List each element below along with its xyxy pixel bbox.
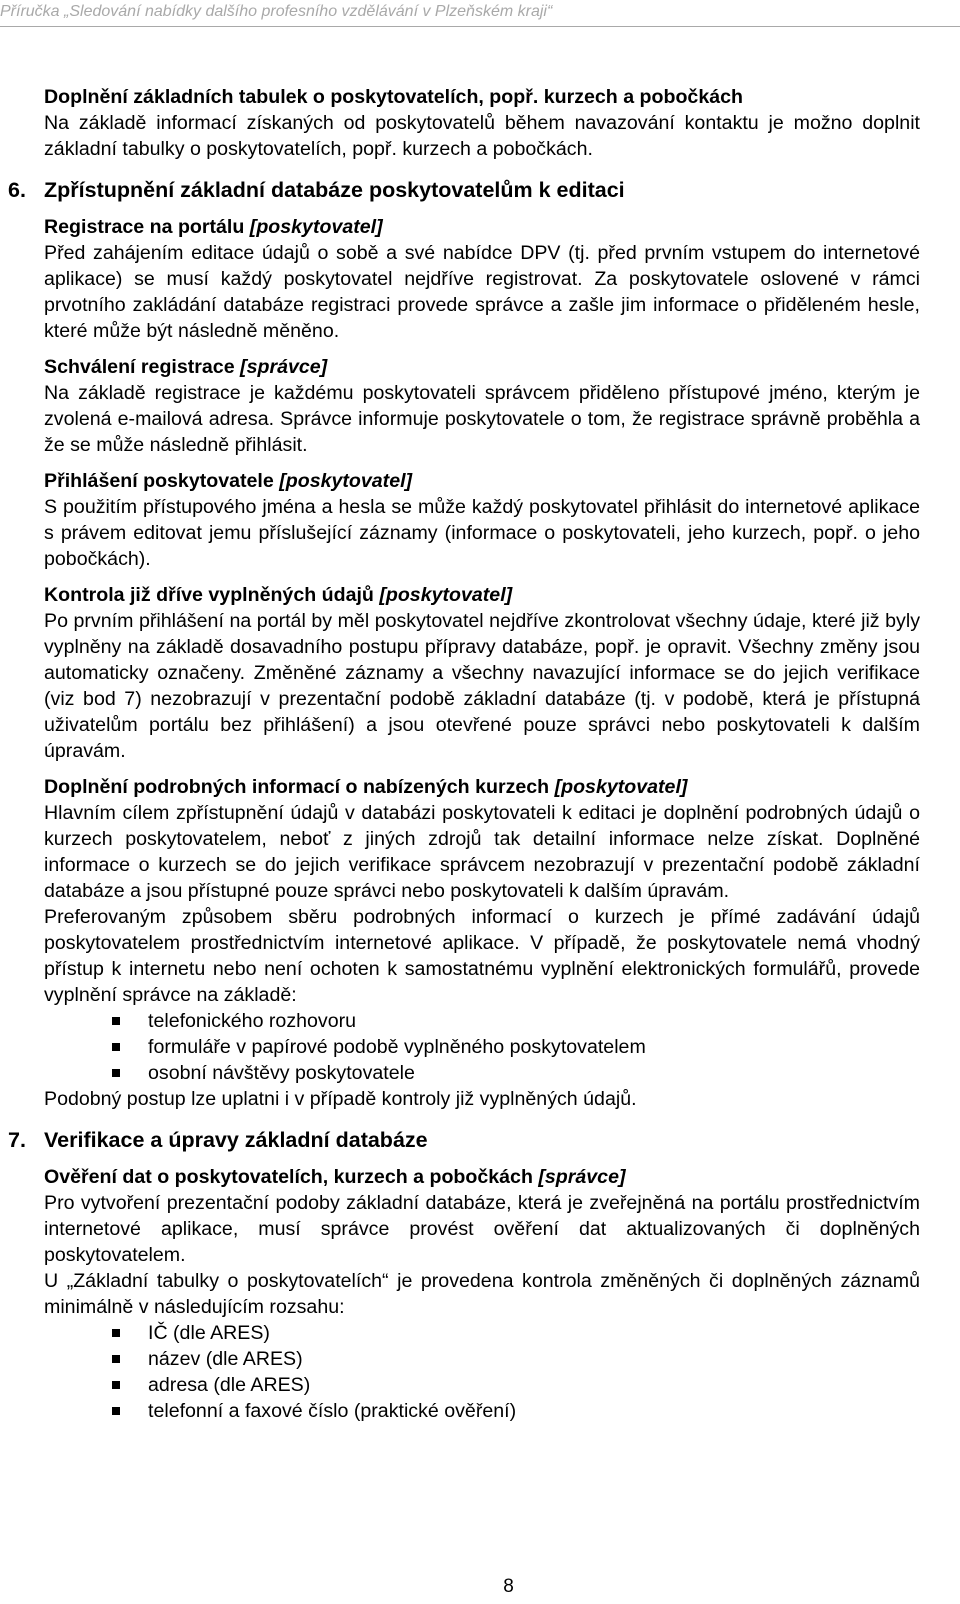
- block-approval: [44, 354, 920, 458]
- list-item: telefonní a faxové číslo (praktické ověření): [44, 1398, 920, 1424]
- list-item: IČ (dle ARES): [44, 1320, 920, 1346]
- heading-text: Doplnění podrobných informací o nabízených kurzech: [44, 776, 555, 798]
- block-text: Preferovaným způsobem sběru podrobných informací o kurzech je přímé zadávání údajů poskytovatelem prostřednictvím internetové aplikace. V případě, že poskytovatele nemá vhodný přístup k internetu nebo není ochoten k samostatnému vyplnění elektronických formulářů, provede vyplnění správce na základě:: [44, 906, 920, 1006]
- heading-text: Schválení registrace: [44, 356, 241, 378]
- block-check: [44, 582, 920, 764]
- block-heading: [44, 354, 920, 380]
- block-heading: [44, 214, 920, 240]
- role-tag: [správce]: [240, 356, 328, 378]
- bullet-square-icon: [112, 1407, 120, 1415]
- block-heading: [44, 1164, 920, 1190]
- block-registration: [44, 214, 920, 344]
- block-course-details: [44, 774, 920, 1112]
- running-header: Příručka „Sledování nabídky dalšího profesního vzdělávání v Plzeňském kraji“: [0, 3, 553, 20]
- block-heading: [44, 774, 920, 800]
- bullet-square-icon: [112, 1355, 120, 1363]
- block-basic-tables: [44, 84, 920, 162]
- header-rule: [0, 26, 960, 27]
- list-item: telefonického rozhovoru: [44, 1008, 920, 1034]
- list-item: formuláře v papírové podobě vyplněného poskytovatelem: [44, 1034, 920, 1060]
- block-text: Hlavním cílem zpřístupnění údajů v databázi poskytovateli k editaci je doplnění podrobných údajů o kurzech poskytovatelem, neboť z jiných zdrojů tak detailní informace nelze získat. Doplněné informace o kurzech se do jejich verifikace správcem nezobrazují v prezentační podobě základní databáze a jsou přístupné pouze správci nebo poskytovateli k dalším úpravám.: [44, 802, 920, 902]
- block-text: Pro vytvoření prezentační podoby základní databáze, která je zveřejněná na portálu prostřednictvím internetové aplikace, musí správce provést ověření dat aktualizovaných či doplněných poskytovatelem.: [44, 1192, 920, 1266]
- heading-text: Kontrola již dříve vyplněných údajů: [44, 584, 380, 606]
- block-heading: Doplnění základních tabulek o poskytovatelích, popř. kurzech a pobočkách: [44, 86, 743, 108]
- block-text: Po prvním přihlášení na portál by měl poskytovatel nejdříve zkontrolovat všechny údaje, které již byly vyplněny na základě dosavadního postupu přípravy databáze, popř. je opravit. Všechny změny jsou automaticky označeny. Změněné záznamy a všechny navazující informace se do jejich verifikace (viz bod 7) nezobrazují v prezentační podobě základní databáze (tj. v podobě, která je přístupná uživatelům portálu bez přihlášení) a jsou otevřené pouze správci nebo poskytovateli k dalším úpravám.: [44, 610, 920, 762]
- section-7-title: [8, 1126, 920, 1154]
- block-text: S použitím přístupového jména a hesla se může každý poskytovatel přihlásit do internetové aplikace s právem editovat jemu příslušející záznamy (informace o poskytovateli, jeho kurzech, popř. o jeho pobočkách).: [44, 496, 920, 570]
- bullet-square-icon: [112, 1043, 120, 1051]
- bullet-square-icon: [112, 1069, 120, 1077]
- section-number: 6.: [8, 178, 26, 202]
- section-number: 7.: [8, 1128, 26, 1152]
- role-tag: [poskytovatel]: [249, 216, 383, 238]
- block-text: Před zahájením editace údajů o sobě a své nabídce DPV (tj. před prvním vstupem do internetové aplikace) se musí každý poskytovatel nejdříve registrovat. Za poskytovatele oslovené v rámci prvotního zakládání databáze registraci provede správce a zašle jim informace o přiděleném hesle, které může být následně měněno.: [44, 242, 920, 342]
- section-6-title: [8, 176, 920, 204]
- role-tag: [poskytovatel]: [279, 470, 413, 492]
- role-tag: [správce]: [538, 1166, 626, 1188]
- block-text: Na základě registrace je každému poskytovateli správcem přiděleno přístupové jméno, kterým je zvolená e-mailová adresa. Správce informuje poskytovatele o tom, že registrace správně proběhla a že se může následně přihlásit.: [44, 382, 920, 456]
- role-tag: [poskytovatel]: [379, 584, 513, 606]
- bullet-list: [44, 1008, 920, 1086]
- block-text: Podobný postup lze uplatni i v případě kontroly již vyplněných údajů.: [44, 1088, 637, 1110]
- block-heading: [44, 582, 920, 608]
- bullet-square-icon: [112, 1381, 120, 1389]
- section-title-text: Verifikace a úpravy základní databáze: [44, 1128, 428, 1152]
- block-heading: [44, 468, 920, 494]
- heading-text: Ověření dat o poskytovatelích, kurzech a pobočkách: [44, 1166, 539, 1188]
- heading-text: Registrace na portálu: [44, 216, 250, 238]
- role-tag: [poskytovatel]: [554, 776, 688, 798]
- document-body: [8, 84, 920, 1424]
- list-item: osobní návštěvy poskytovatele: [44, 1060, 920, 1086]
- bullet-square-icon: [112, 1329, 120, 1337]
- heading-text: Přihlášení poskytovatele: [44, 470, 280, 492]
- bullet-square-icon: [112, 1017, 120, 1025]
- block-verification: [44, 1164, 920, 1424]
- block-text: U „Základní tabulky o poskytovatelích“ je provedena kontrola změněných či doplněných záznamů minimálně v následujícím rozsahu:: [44, 1270, 920, 1318]
- bullet-list: [44, 1320, 920, 1424]
- block-text: Na základě informací získaných od poskytovatelů během navazování kontaktu je možno doplnit základní tabulky o poskytovatelích, popř. kurzech a pobočkách.: [44, 112, 920, 160]
- list-item: adresa (dle ARES): [44, 1372, 920, 1398]
- block-login: [44, 468, 920, 572]
- list-item: název (dle ARES): [44, 1346, 920, 1372]
- section-title-text: Zpřístupnění základní databáze poskytovatelům k editaci: [44, 178, 625, 202]
- page-number: 8: [503, 1576, 514, 1597]
